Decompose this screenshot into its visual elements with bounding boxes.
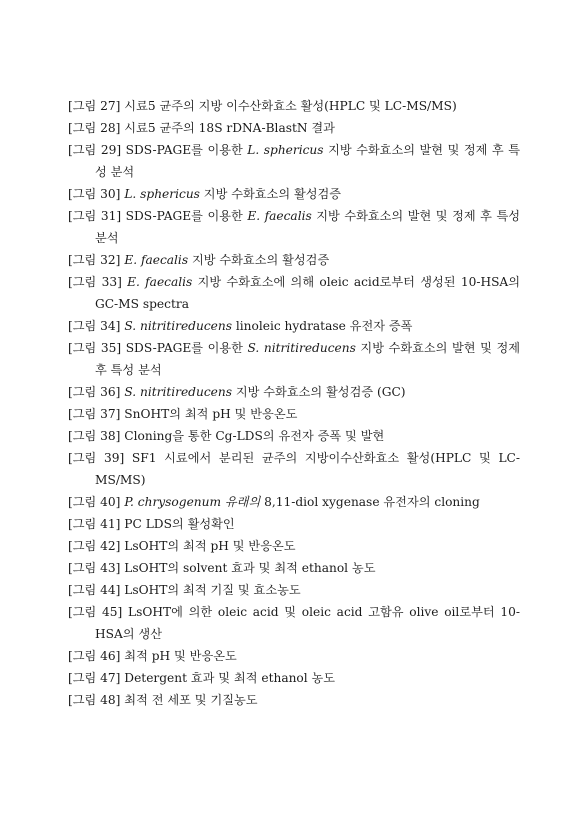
caption-text: [그림 34] — [68, 319, 125, 333]
caption-text: 지방 수화효소의 활성검증 — [188, 253, 330, 267]
caption-text: 지방 수화효소의 발현 및 정제 후 특성 분석 — [95, 143, 520, 179]
caption-text: [그림 38] Cloning을 통한 Cg-LDS의 유전자 증폭 및 발현 — [68, 429, 385, 443]
caption-text: [그림 31] SDS-PAGE를 이용한 — [68, 209, 248, 223]
caption-text: [그림 30] — [68, 187, 125, 201]
figure-list-item — [68, 513, 520, 535]
caption-text: [그림 45] LsOHT에 의한 oleic acid 및 oleic acid 고함유 olive oil로부터 10-HSA의 생산 — [68, 605, 520, 641]
caption-text: [그림 33] — [68, 275, 128, 289]
figure-list-item — [68, 601, 520, 645]
caption-text: [그림 35] SDS-PAGE를 이용한 — [68, 341, 248, 355]
caption-text: [그림 44] LsOHT의 최적 기질 및 효소농도 — [68, 583, 301, 597]
caption-text: [그림 39] SF1 시료에서 분리된 균주의 지방이수산화효소 활성(HPLC 및 LC-MS/MS) — [68, 451, 520, 487]
species-name: S. nitritireducens — [247, 341, 356, 355]
caption-text: [그림 32] — [68, 253, 125, 267]
figure-list-item — [68, 315, 520, 337]
species-name: L. sphericus — [124, 187, 200, 201]
species-name: E. faecalis — [127, 275, 193, 289]
figure-list-item — [68, 249, 520, 271]
figure-list-item — [68, 337, 520, 381]
figure-list-item — [68, 205, 520, 249]
caption-text: [그림 40] — [68, 495, 125, 509]
caption-text: linoleic hydratase 유전자 증폭 — [231, 319, 413, 333]
figure-list-item — [68, 95, 520, 117]
figure-list-item — [68, 535, 520, 557]
species-name: S. nitritireducens — [124, 385, 232, 399]
caption-text: [그림 46] 최적 pH 및 반응온도 — [68, 649, 237, 663]
figure-list-item — [68, 381, 520, 403]
caption-text: 지방 수화효소의 발현 및 정제 후 특성 분석 — [95, 209, 521, 245]
figure-list-item — [68, 183, 520, 205]
figure-list-item — [68, 425, 520, 447]
figure-list-item — [68, 645, 520, 667]
figure-list-item — [68, 689, 520, 711]
caption-text: 지방 수화효소의 활성검증 — [199, 187, 342, 201]
caption-text: [그림 37] SnOHT의 최적 pH 및 반응온도 — [68, 407, 298, 421]
caption-text: [그림 43] LsOHT의 solvent 효과 및 최적 ethanol 농도 — [68, 561, 376, 575]
caption-text: [그림 42] LsOHT의 최적 pH 및 반응온도 — [68, 539, 296, 553]
species-name: E. faecalis — [247, 209, 312, 223]
caption-text: [그림 41] PC LDS의 활성확인 — [68, 517, 235, 531]
caption-text: [그림 29] SDS-PAGE를 이용한 — [68, 143, 248, 157]
figure-list-item — [68, 491, 520, 513]
figure-list-item — [68, 117, 520, 139]
caption-text: [그림 36] — [68, 385, 125, 399]
species-name: L. sphericus — [247, 143, 324, 157]
species-name: S. nitritireducens — [124, 319, 232, 333]
figure-list — [68, 95, 520, 711]
species-name: P. chrysogenum 유래의 — [124, 495, 261, 509]
figure-list-item — [68, 139, 520, 183]
caption-text: 지방 수화효소의 발현 및 정제 후 특성 분석 — [95, 341, 520, 377]
caption-text: 지방 수화효소의 활성검증 (GC) — [231, 385, 406, 399]
caption-text: 지방 수화효소에 의해 oleic acid로부터 생성된 10-HSA의 GC-MS spectra — [95, 275, 521, 311]
caption-text: [그림 28] 시료5 균주의 18S rDNA-BlastN 결과 — [68, 121, 335, 135]
figure-list-item — [68, 447, 520, 491]
caption-text: [그림 27] 시료5 균주의 지방 이수산화효소 활성(HPLC 및 LC-MS/MS) — [68, 99, 457, 113]
figure-list-item — [68, 403, 520, 425]
caption-text: 8,11-diol xygenase 유전자의 cloning — [260, 495, 480, 509]
figure-list-item — [68, 667, 520, 689]
figure-list-item — [68, 557, 520, 579]
figure-list-item — [68, 579, 520, 601]
caption-text: [그림 48] 최적 전 세포 및 기질농도 — [68, 693, 258, 707]
caption-text: [그림 47] Detergent 효과 및 최적 ethanol 농도 — [68, 671, 336, 685]
figure-list-item — [68, 271, 520, 315]
species-name: E. faecalis — [124, 253, 189, 267]
